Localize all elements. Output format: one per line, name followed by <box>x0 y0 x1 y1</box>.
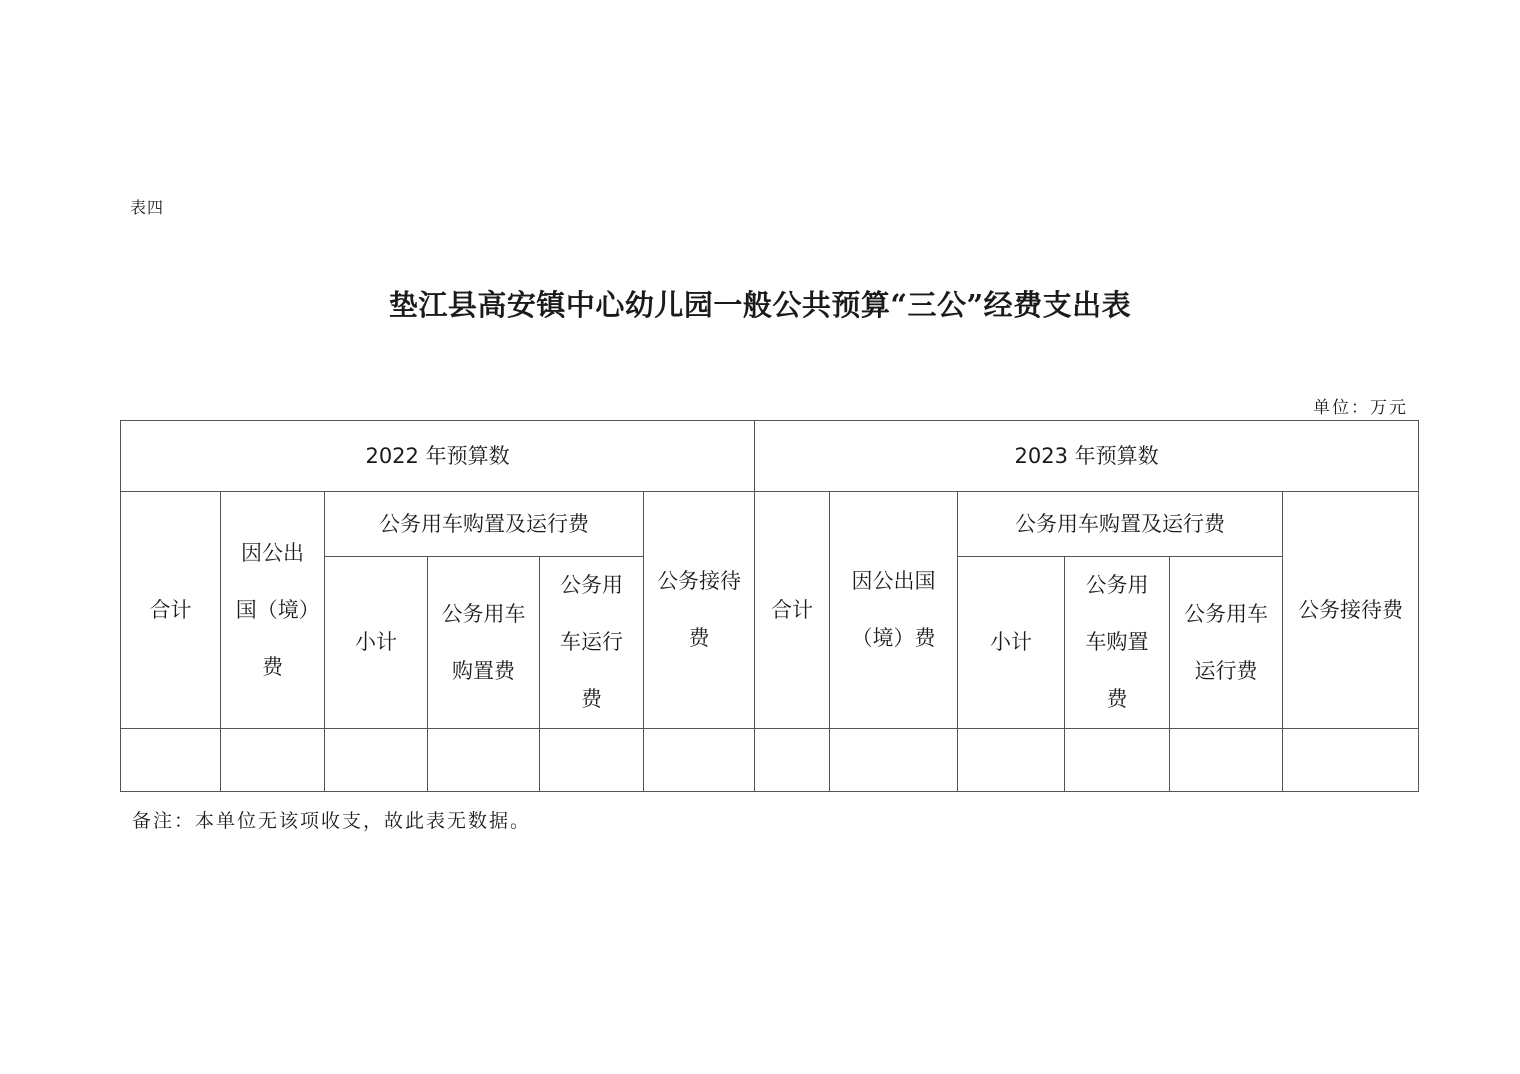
year-header-row <box>121 421 1419 492</box>
data-cell <box>1170 729 1283 792</box>
vehicle-group-header-2023: 公务用车购置及运行费 <box>958 492 1283 557</box>
unit-label: 单位：万元 <box>1313 398 1408 418</box>
data-cell <box>428 729 540 792</box>
reception-header-2022: 公务接待费 <box>644 492 755 729</box>
vehicle-purchase-header-2022: 公务用车购置费 <box>428 557 540 729</box>
data-cell <box>644 729 755 792</box>
table-row <box>121 729 1419 792</box>
data-cell <box>221 729 325 792</box>
data-cell <box>1283 729 1419 792</box>
total-header-2023: 合计 <box>755 492 830 729</box>
total-header-2022: 合计 <box>121 492 221 729</box>
abroad-header-2022: 因公出国（境）费 <box>221 492 325 729</box>
footnote: 备注：本单位无该项收支，故此表无数据。 <box>132 810 532 832</box>
vehicle-purchase-header-2023: 公务用车购置费 <box>1065 557 1170 729</box>
data-cell <box>755 729 830 792</box>
subtotal-header-2022: 小计 <box>325 557 428 729</box>
table-number-label: 表四 <box>130 198 165 217</box>
subtotal-header-2023: 小计 <box>958 557 1065 729</box>
vehicle-group-header-2022: 公务用车购置及运行费 <box>325 492 644 557</box>
vehicle-operation-header-2023: 公务用车运行费 <box>1170 557 1283 729</box>
year-2022-header: 2022 年预算数 <box>121 421 755 492</box>
vehicle-operation-header-2022: 公务用车运行费 <box>540 557 644 729</box>
data-cell <box>540 729 644 792</box>
data-cell <box>1065 729 1170 792</box>
three-public-expense-table <box>120 420 1419 792</box>
document-title: 垫江县高安镇中心幼儿园一般公共预算“三公”经费支出表 <box>388 288 1132 322</box>
data-cell <box>121 729 221 792</box>
reception-header-2023: 公务接待费 <box>1283 492 1419 729</box>
column-header-row <box>121 492 1419 557</box>
data-cell <box>830 729 958 792</box>
abroad-header-2023: 因公出国（境）费 <box>830 492 958 729</box>
data-cell <box>325 729 428 792</box>
year-2023-header: 2023 年预算数 <box>755 421 1419 492</box>
data-cell <box>958 729 1065 792</box>
